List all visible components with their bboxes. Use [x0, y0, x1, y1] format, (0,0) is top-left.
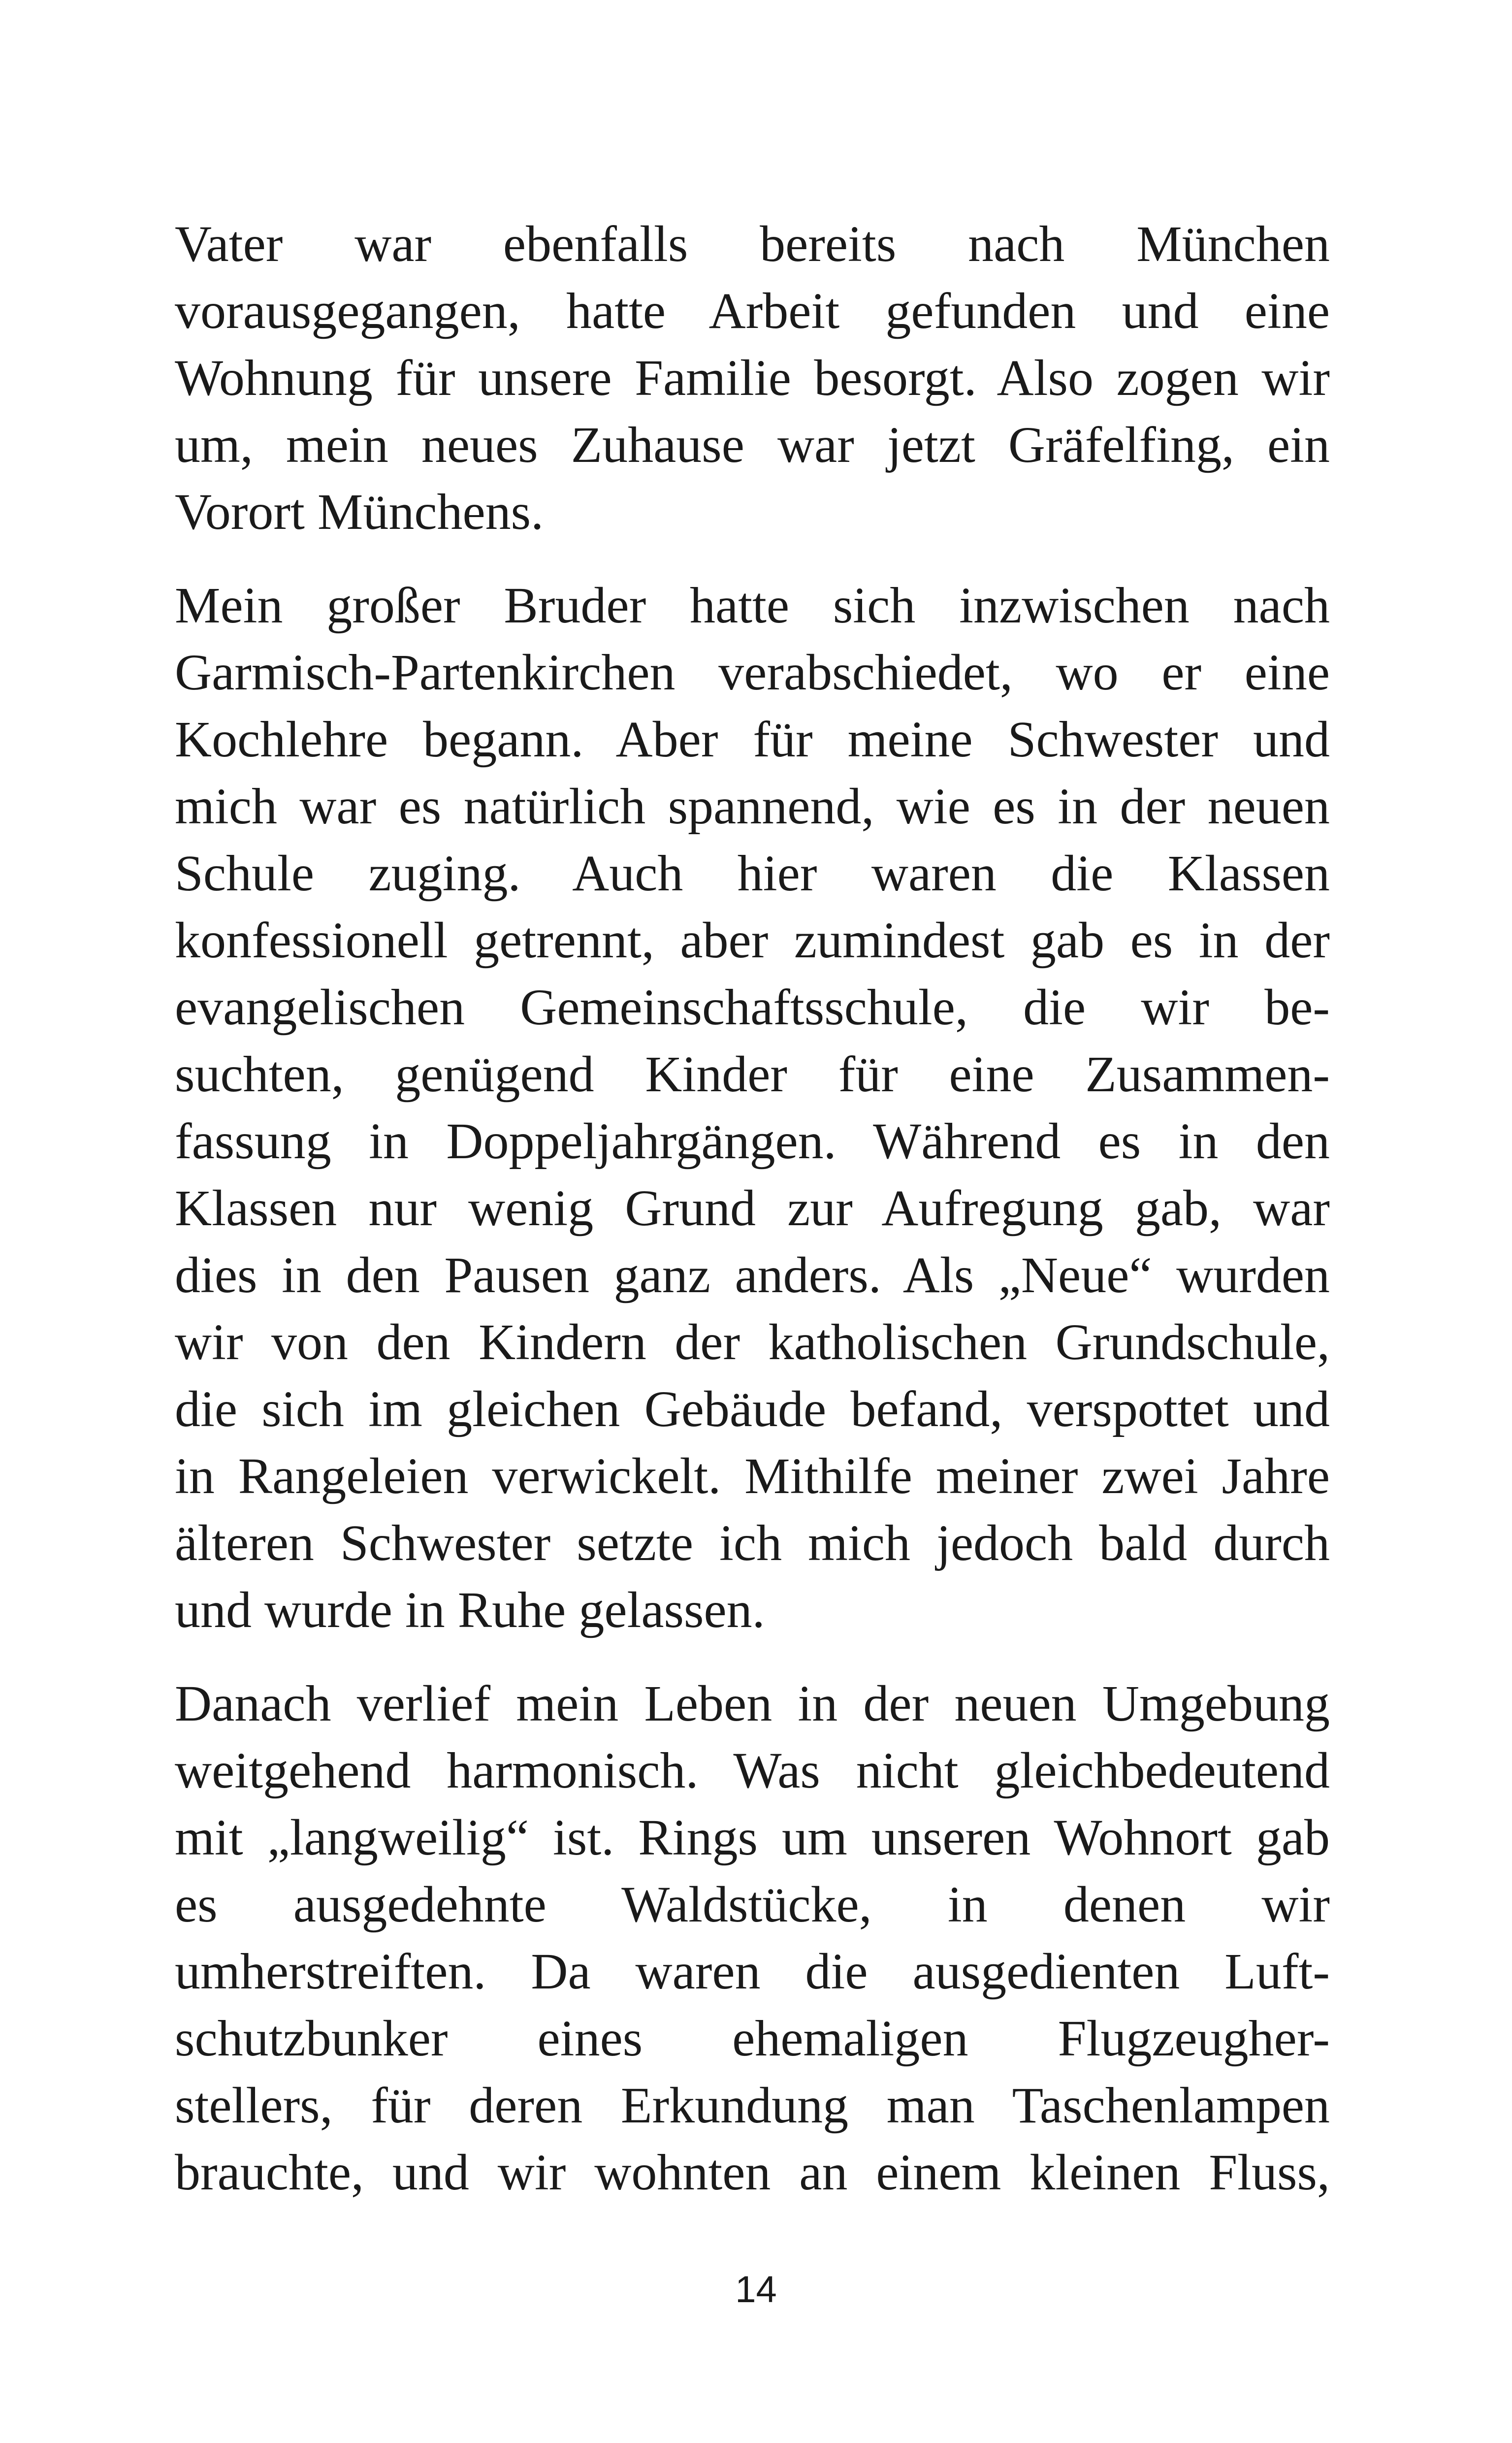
text-line: dies in den Pausen ganz anders. Als „Neue“ wurden	[175, 1247, 1330, 1303]
text-line: Vorort Münchens.	[175, 484, 544, 540]
page-number: 14	[735, 2269, 777, 2311]
text-line: um, mein neues Zuhause war jetzt Gräfelfing, ein	[175, 417, 1330, 473]
text-line: stellers, für deren Erkundung man Taschenlampen	[175, 2077, 1330, 2134]
text-line: Danach verlief mein Leben in der neuen Umgebung	[175, 1675, 1330, 1732]
text-line: schutzbunker eines ehemaligen Flugzeugher-	[175, 2010, 1330, 2067]
text-line: die sich im gleichen Gebäude befand, verspottet und	[175, 1381, 1330, 1437]
text-line: älteren Schwester setzte ich mich jedoch bald durch	[175, 1515, 1330, 1571]
text-line: fassung in Doppeljahrgängen. Während es in den	[175, 1113, 1330, 1170]
body-text	[175, 211, 1330, 2206]
text-line: umherstreiften. Da waren die ausgedienten Luft-	[175, 1943, 1330, 2000]
text-line: evangelischen Gemeinschaftsschule, die wir be-	[175, 979, 1330, 1036]
paragraph-1	[175, 211, 1330, 546]
text-line: Kochlehre begann. Aber für meine Schwester und	[175, 711, 1330, 768]
paragraph-2	[175, 572, 1330, 1644]
text-line: mich war es natürlich spannend, wie es in der neuen	[175, 778, 1330, 835]
text-line: weitgehend harmonisch. Was nicht gleichbedeutend	[175, 1742, 1330, 1799]
text-line: konfessionell getrennt, aber zumindest gab es in der	[175, 912, 1330, 969]
text-line: suchten, genügend Kinder für eine Zusammen-	[175, 1046, 1330, 1103]
text-line: wir von den Kindern der katholischen Grundschule,	[175, 1314, 1330, 1370]
text-line: Schule zuging. Auch hier waren die Klassen	[175, 845, 1330, 902]
text-line: in Rangeleien verwickelt. Mithilfe meiner zwei Jahre	[175, 1448, 1330, 1504]
text-line: Klassen nur wenig Grund zur Aufregung gab, war	[175, 1180, 1330, 1237]
text-line: Garmisch-Partenkirchen verabschiedet, wo er eine	[175, 644, 1330, 701]
text-line: Vater war ebenfalls bereits nach München	[175, 216, 1330, 272]
text-line: vorausgegangen, hatte Arbeit gefunden und eine	[175, 283, 1330, 339]
text-line: brauchte, und wir wohnten an einem kleinen Fluss,	[175, 2144, 1330, 2201]
text-line: Mein großer Bruder hatte sich inzwischen nach	[175, 577, 1330, 634]
text-line: mit „langweilig“ ist. Rings um unseren Wohnort gab	[175, 1809, 1330, 1866]
text-line: und wurde in Ruhe gelassen.	[175, 1582, 765, 1638]
text-line: Wohnung für unsere Familie besorgt. Also zogen wir	[175, 350, 1330, 406]
paragraph-3	[175, 1670, 1330, 2206]
text-line: es ausgedehnte Waldstücke, in denen wir	[175, 1876, 1330, 1933]
